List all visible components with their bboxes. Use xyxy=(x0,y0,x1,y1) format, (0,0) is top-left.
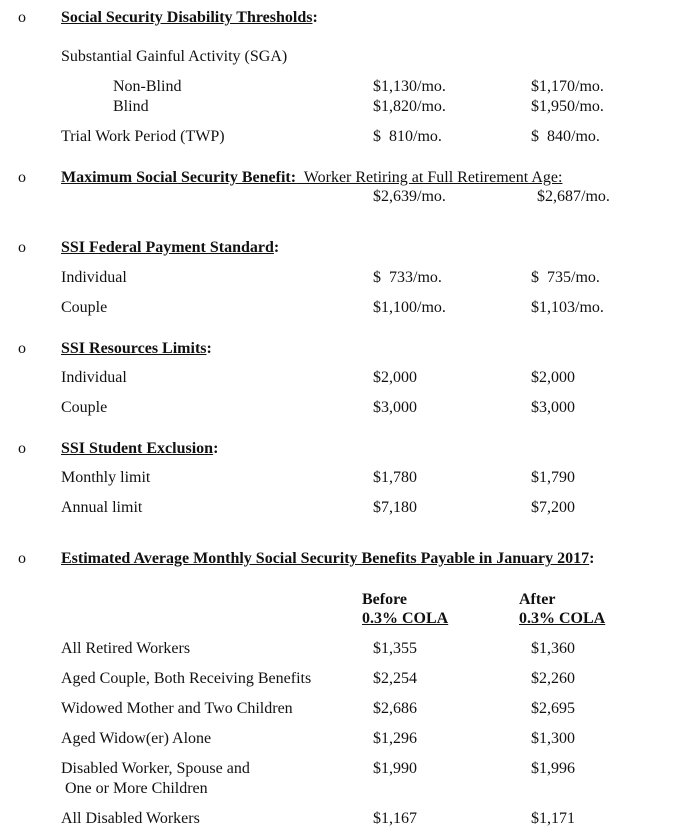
column-header-before-line2: 0.3% COLA xyxy=(362,610,449,627)
heading-text: Maximum Social Security Benefit: xyxy=(61,169,297,186)
benefit-row-label-continued: One or More Children xyxy=(61,780,208,797)
section-heading-estimated-benefits xyxy=(61,549,594,569)
blind-after-value: $1,950/mo. xyxy=(531,98,604,115)
resources-couple-after-value: $3,000 xyxy=(531,399,575,416)
column-header-before xyxy=(362,590,448,628)
benefit-row-before-value: $2,686 xyxy=(373,700,417,717)
benefit-row-before-value: $1,167 xyxy=(373,810,417,827)
heading-text: Social Security Disability Thresholds xyxy=(61,9,313,26)
student-monthly-after-value: $1,790 xyxy=(531,469,575,486)
benefit-row-label: Widowed Mother and Two Children xyxy=(61,700,293,717)
blind-before-value: $1,820/mo. xyxy=(373,98,446,115)
ssi-couple-before-value: $1,100/mo. xyxy=(373,299,446,316)
ssi-couple-after-value: $1,103/mo. xyxy=(531,299,604,316)
section-heading-ssi-payment xyxy=(61,238,279,258)
heading-colon: : xyxy=(312,9,318,26)
bullet-marker: o xyxy=(18,440,26,457)
benefit-row-after-value: $2,695 xyxy=(531,700,575,717)
bullet-marker: o xyxy=(18,9,26,26)
heading-colon: : xyxy=(213,440,219,457)
column-header-after xyxy=(519,590,605,628)
section-heading-ssi-student xyxy=(61,439,218,459)
benefit-row-before-value: $1,990 xyxy=(373,760,417,777)
benefit-row-label: All Disabled Workers xyxy=(61,810,200,827)
benefit-row-label: Aged Couple, Both Receiving Benefits xyxy=(61,670,312,687)
section-heading-ssi-resources xyxy=(61,339,212,359)
benefit-row-label: All Retired Workers xyxy=(61,640,191,657)
resources-couple-label: Couple xyxy=(61,399,108,416)
benefit-row-before-value: $2,254 xyxy=(373,670,417,687)
benefit-row-after-value: $1,996 xyxy=(531,760,575,777)
benefit-row-after-value: $1,300 xyxy=(531,730,575,747)
resources-individual-after-value: $2,000 xyxy=(531,369,575,386)
column-header-after-line1: After xyxy=(519,591,556,608)
heading-subtext: Worker Retiring at Full Retirement Age: xyxy=(296,169,563,186)
bullet-marker: o xyxy=(18,550,26,567)
resources-couple-before-value: $3,000 xyxy=(373,399,417,416)
max-benefit-before-value: $2,639/mo. xyxy=(373,188,446,205)
heading-text: SSI Student Exclusion xyxy=(61,440,214,457)
twp-after-value: $ 840/mo. xyxy=(531,128,600,145)
ssi-individual-before-value: $ 733/mo. xyxy=(373,269,442,286)
heading-colon: : xyxy=(589,550,595,567)
ssi-individual-after-value: $ 735/mo. xyxy=(531,269,600,286)
ssi-couple-label: Couple xyxy=(61,299,108,316)
heading-colon: : xyxy=(206,340,212,357)
heading-text: SSI Federal Payment Standard xyxy=(61,239,274,256)
ssi-individual-label: Individual xyxy=(61,269,127,286)
nonblind-label: Non-Blind xyxy=(113,78,182,95)
column-header-after-line2: 0.3% COLA xyxy=(519,610,606,627)
bullet-marker: o xyxy=(18,239,26,256)
student-annual-after-value: $7,200 xyxy=(531,499,575,516)
section-heading-max-benefit xyxy=(61,168,562,188)
twp-before-value: $ 810/mo. xyxy=(373,128,442,145)
student-monthly-label: Monthly limit xyxy=(61,469,151,486)
benefit-row-before-value: $1,296 xyxy=(373,730,417,747)
student-annual-before-value: $7,180 xyxy=(373,499,417,516)
heading-text: Estimated Average Monthly Social Security Benefits Payable in January 2017 xyxy=(61,550,590,567)
resources-individual-before-value: $2,000 xyxy=(373,369,417,386)
benefit-row-label: Disabled Worker, Spouse and xyxy=(61,760,250,777)
benefit-row-label: Aged Widow(er) Alone xyxy=(61,730,212,747)
heading-colon: : xyxy=(273,239,280,256)
heading-text: SSI Resources Limits xyxy=(61,340,207,357)
benefit-row-after-value: $2,260 xyxy=(531,670,575,687)
student-monthly-before-value: $1,780 xyxy=(373,469,417,486)
section-heading-disability-thresholds xyxy=(61,8,318,28)
blind-label: Blind xyxy=(113,98,149,115)
nonblind-before-value: $1,130/mo. xyxy=(373,78,446,95)
resources-individual-label: Individual xyxy=(61,369,127,386)
student-annual-label: Annual limit xyxy=(61,499,143,516)
bullet-marker: o xyxy=(18,340,26,357)
nonblind-after-value: $1,170/mo. xyxy=(531,78,604,95)
max-benefit-after-value: $2,687/mo. xyxy=(537,188,610,205)
column-header-before-line1: Before xyxy=(362,591,408,608)
twp-label: Trial Work Period (TWP) xyxy=(61,128,225,145)
sga-label: Substantial Gainful Activity (SGA) xyxy=(61,48,288,65)
benefit-row-after-value: $1,360 xyxy=(531,640,575,657)
benefit-row-before-value: $1,355 xyxy=(373,640,417,657)
benefit-row-after-value: $1,171 xyxy=(531,810,575,827)
bullet-marker: o xyxy=(18,169,26,186)
